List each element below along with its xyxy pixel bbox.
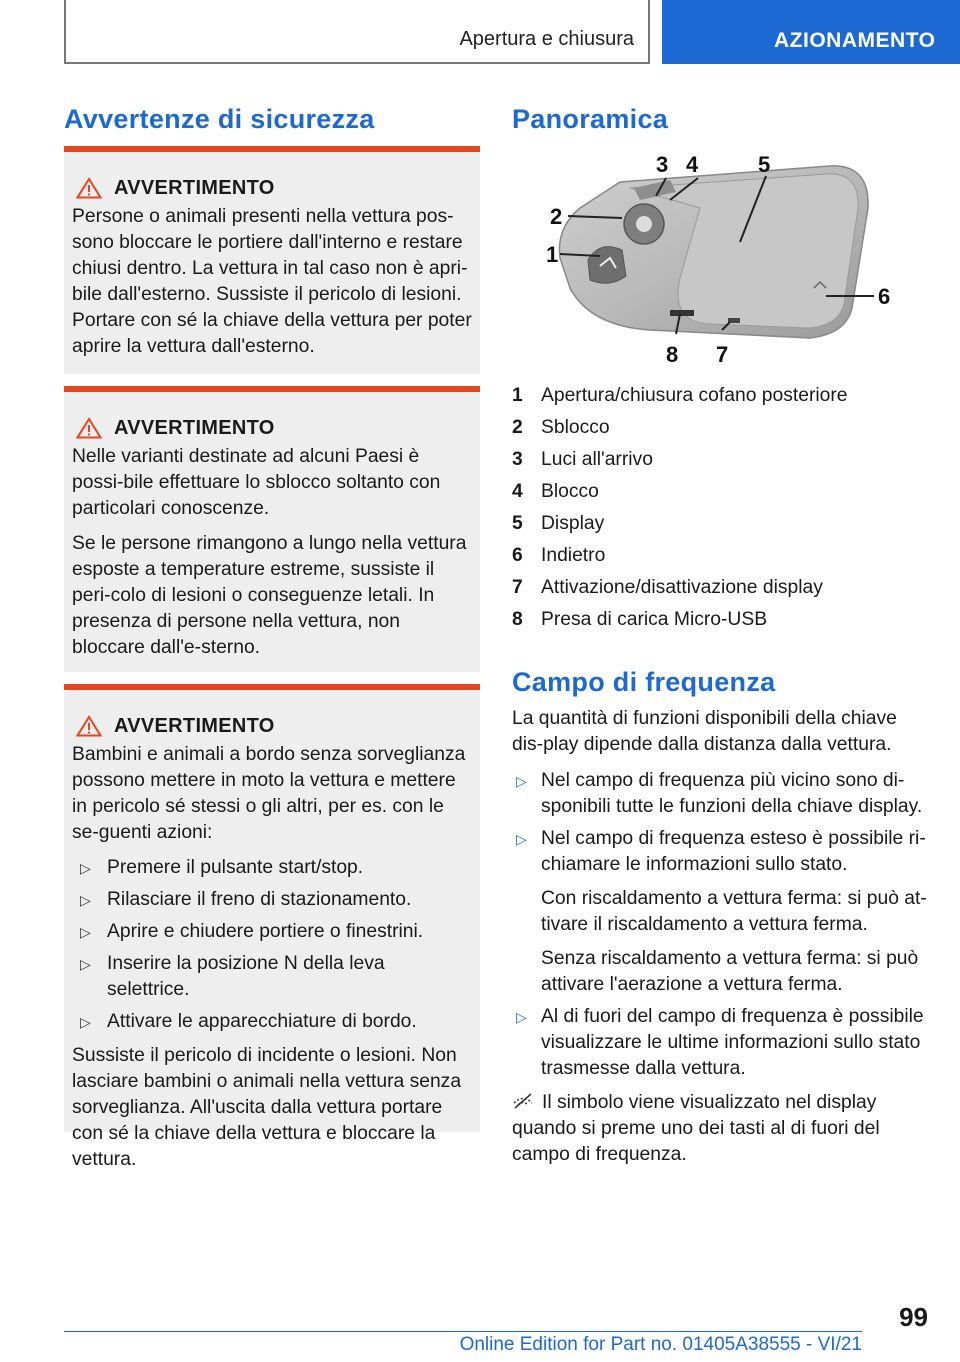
warning-title: AVVERTIMENTO (114, 176, 275, 199)
warning-outro: Sussiste il pericolo di incidente o lesioni. Non lasciare bambini o animali nella vettura senza sorveglianza. All'uscita dalla vettura portare con sé la chiave della vettura e bloccare la vettura. (72, 1045, 462, 1170)
legend-item: 5 Display (512, 513, 605, 534)
header-chapter-label: AZIONAMENTO (774, 29, 936, 52)
legend-item: 2 Sblocco (512, 417, 610, 438)
no-signal-icon (512, 1093, 534, 1109)
warning-intro: Bambini e animali a bordo senza sorveglianza possono mettere in moto la vettura e mettere in pericolo sé stessi o gli altri, per es. con le se-guenti azioni: (72, 744, 466, 843)
warning-text: Nelle varianti destinate ad alcuni Paesi è possi-bile effettuare lo sblocco soltanto con particolari conoscenze. (72, 446, 441, 519)
footer-edition: Online Edition for Part no. 01405A38555 - VI/21 (459, 1334, 862, 1355)
legend-item: 3 Luci all'arrivo (512, 449, 653, 470)
warning-title: AVVERTIMENTO (114, 714, 275, 737)
overview-heading: Panoramica (512, 104, 669, 134)
warning-bullet-list (72, 855, 472, 1035)
legend-item: 6 Indietro (512, 545, 606, 566)
sub-paragraph: Con riscaldamento a vettura ferma: si può at-tivare il riscaldamento a vettura ferma. (541, 888, 927, 935)
callout-6: 6 (878, 284, 891, 309)
warning-text: Se le persone rimangono a lungo nella vettura esposte a temperature estreme, sussiste il peri-colo di lesioni o conseguenze letali. In presenza di persone nella vettura, non bloccare dall'e-sterno. (72, 533, 467, 658)
header-chapter-tab (662, 0, 960, 64)
legend-item: 4 Blocco (512, 481, 599, 502)
frequency-section (512, 706, 932, 1168)
header-section-title: Apertura e chiusura (459, 28, 634, 50)
list-item: ▷ Aprire e chiudere portiere o finestrini. (72, 919, 472, 945)
bullet-triangle-icon: ▷ (80, 924, 91, 940)
warning-text: Persone o animali presenti nella vettura pos-sono bloccare le portiere dall'interno e restare chiusi dentro. La vettura in tal caso non è apri-bile dall'esterno. Sussiste il pericolo di lesioni. Portare con sé la chiave della vettura per poter aprire la vettura dall'esterno. (72, 206, 472, 357)
legend-item: 8 Presa di carica Micro-USB (512, 609, 768, 630)
list-item: ▷ Rilasciare il freno di stazionamento. (72, 887, 472, 913)
display-key-figure (530, 148, 910, 370)
footer-rule (64, 1331, 862, 1332)
callout-1: 1 (546, 242, 559, 267)
legend-item: 1 Apertura/chiusura cofano posteriore (512, 385, 848, 406)
warning-triangle-icon (72, 712, 114, 740)
callout-5: 5 (758, 152, 771, 177)
frequency-bullet-list (512, 768, 932, 1082)
warning-header (72, 712, 472, 740)
frequency-heading: Campo di frequenza (512, 667, 776, 697)
warning-title: AVVERTIMENTO (114, 416, 275, 439)
legend-item: 7 Attivazione/disattivazione display (512, 577, 823, 598)
list-item: ▷ Attivare le apparecchiature di bordo. (72, 1009, 472, 1035)
warning-triangle-icon (72, 414, 114, 442)
warning-header (72, 414, 472, 442)
warning-box-3 (64, 684, 480, 1170)
callout-4: 4 (686, 152, 699, 177)
warning-header (72, 174, 472, 202)
bullet-triangle-icon: ▷ (80, 1014, 91, 1030)
callout-7: 7 (716, 342, 729, 367)
bullet-triangle-icon: ▷ (80, 956, 91, 972)
list-item: ▷ Inserire la posizione N della leva selettrice. (80, 953, 385, 1000)
frequency-intro: La quantità di funzioni disponibili della chiave dis-play dipende dalla distanza dalla vettura. (512, 708, 897, 755)
bullet-triangle-icon: ▷ (80, 892, 91, 908)
sub-paragraph: Senza riscaldamento a vettura ferma: si può attivare l'aerazione a vettura ferma. (541, 948, 919, 995)
figure-legend (512, 380, 932, 636)
callout-2: 2 (550, 204, 563, 229)
bullet-triangle-icon: ▷ (516, 773, 527, 789)
list-item: ▷ Nel campo di frequenza esteso è possibile ri-chiamare le informazioni sullo stato. Con riscaldamento a vettura ferma: si può at-tivare il riscaldamento a vettura ferma. Senza riscaldamento a vettura ferma: si può attivare l'aerazione a vettura ferma. (512, 826, 932, 998)
warning-box-2 (64, 386, 480, 672)
list-item: ▷ Premere il pulsante start/stop. (72, 855, 472, 881)
bullet-triangle-icon: ▷ (80, 860, 91, 876)
callout-8: 8 (666, 342, 679, 367)
list-item: ▷ Al di fuori del campo di frequenza è possibile visualizzare le ultime informazioni sullo stato trasmesse dalla vettura. (516, 1006, 924, 1079)
warning-box-1 (64, 146, 480, 374)
list-item: ▷ Nel campo di frequenza più vicino sono di-sponibili tutte le funzioni della chiave display. (516, 770, 923, 817)
page-number: 99 (899, 1302, 928, 1332)
symbol-note: Il simbolo viene visualizzato nel display quando si preme uno dei tasti al di fuori del campo di frequenza. (512, 1092, 880, 1165)
warning-triangle-icon (72, 174, 114, 202)
callout-3: 3 (656, 152, 669, 177)
bullet-triangle-icon: ▷ (516, 831, 527, 847)
bullet-triangle-icon: ▷ (516, 1009, 527, 1025)
safety-heading: Avvertenze di sicurezza (64, 104, 375, 134)
header-section-box (64, 0, 650, 64)
